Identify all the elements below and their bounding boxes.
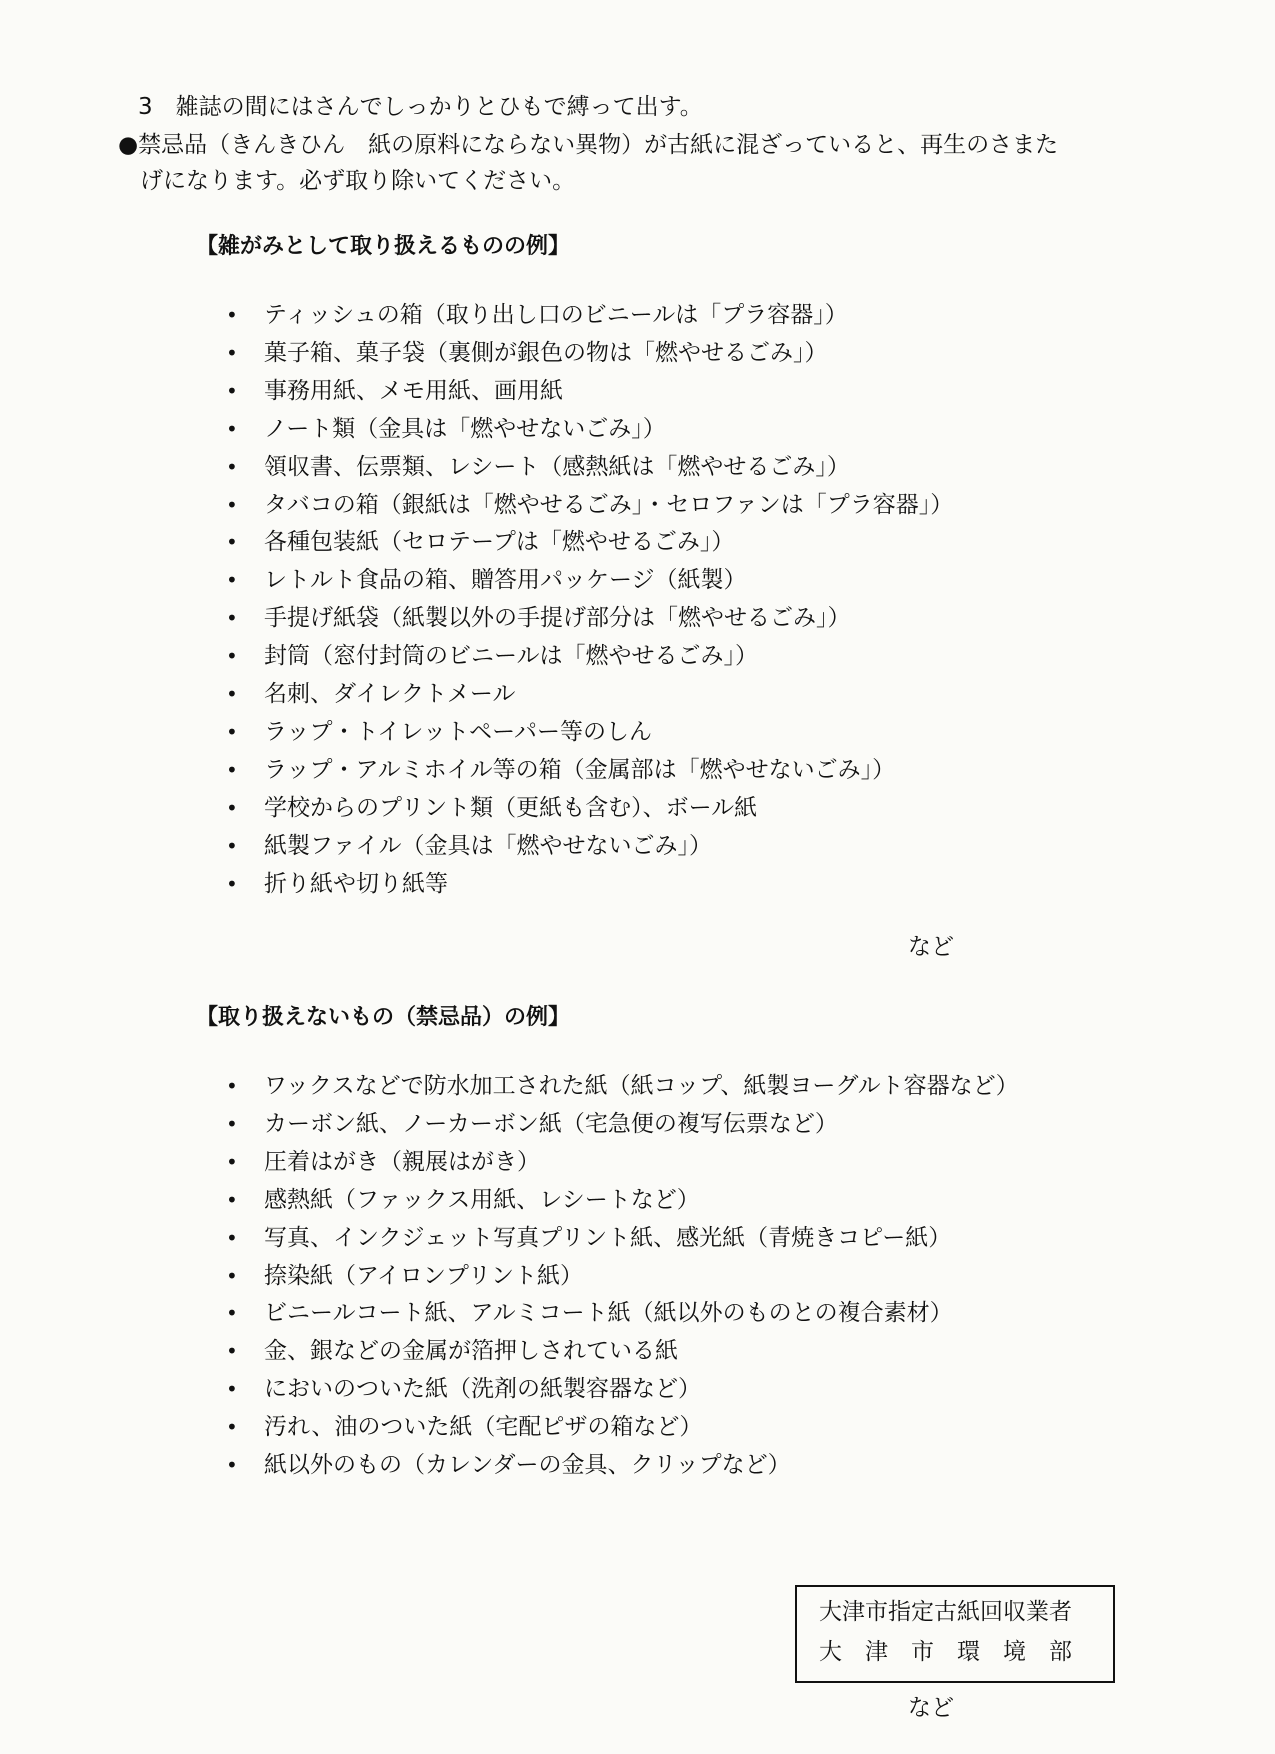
bullet-icon: • (226, 416, 238, 441)
section2-item-text: 写真、インクジェット写真プリント紙、感光紙（青焼きコピー紙） (264, 1224, 952, 1251)
bullet-icon: • (226, 454, 238, 479)
bullet-icon: • (226, 719, 238, 744)
bullet-icon: • (226, 1377, 238, 1402)
section1-item-text: 菓子箱、菓子袋（裏側が銀色の物は「燃やせるごみ」） (264, 339, 828, 366)
section1-item-text: ティッシュの箱（取り出し口のビニールは「プラ容器」） (264, 302, 848, 328)
issuer-box (795, 1585, 1115, 1683)
section2-item-text: 汚れ、油のついた紙（宅配ピザの箱など） (264, 1414, 703, 1441)
section2-item-text: 捺染紙（アイロンプリント紙） (264, 1262, 584, 1289)
section1-item-text: ラップ・アルミホイル等の箱（金属部は「燃やせないごみ」） (264, 756, 896, 783)
section1-item-text: 折り紙や切り紙等 (264, 870, 448, 897)
section1-item-text: 封筒（窓付封筒のビニールは「燃やせるごみ」） (264, 643, 759, 670)
bullet-icon: • (226, 757, 238, 782)
bullet-icon: • (226, 682, 238, 706)
bullet-icon: • (226, 303, 238, 327)
section2-item-text: 圧着はがき（親展はがき） (264, 1148, 540, 1175)
section2-item-text: カーボン紙、ノーカーボン紙（宅急便の複写伝票など） (264, 1110, 838, 1137)
section2-heading: 【取り扱えないもの（禁忌品）の例】 (196, 1005, 571, 1030)
section1-item-text: 紙製ファイル（金具は「燃やせないごみ」） (264, 832, 713, 859)
section2-item-text: 紙以外のもの（カレンダーの金具、クリップなど） (264, 1452, 791, 1478)
section1-item-text: レトルト食品の箱、贈答用パッケージ（紙製） (264, 567, 747, 594)
bullet-icon: • (226, 1111, 238, 1136)
bullet-icon: • (226, 795, 238, 820)
bullet-icon: • (226, 1225, 238, 1250)
section1-item-text: ノート類（金具は「燃やせないごみ」） (264, 415, 666, 442)
bullet-icon: • (226, 1149, 238, 1174)
issuer-line-2: 大 津 市 環 境 部 (819, 1639, 1072, 1665)
section1-heading: 【雑がみとして取り扱えるものの例】 (196, 234, 571, 259)
bullet-icon: • (226, 644, 238, 669)
bullet-icon: • (226, 1187, 238, 1212)
bullet-icon: • (226, 1453, 238, 1477)
bullet-icon: • (226, 492, 238, 517)
bullet-icon: • (226, 1263, 238, 1288)
bullet-icon: • (226, 1415, 238, 1440)
bullet-icon: • (226, 1301, 238, 1326)
bullet-icon: • (226, 378, 238, 403)
section1-item-text: 各種包装紙（セロテープは「燃やせるごみ」） (264, 529, 735, 556)
issuer-line-1: 大津市指定古紙回収業者 (819, 1599, 1072, 1625)
section1-item-text: 手提げ紙袋（紙製以外の手提げ部分は「燃やせるごみ」） (264, 605, 851, 632)
section1-item-text: 学校からのプリント類（更紙も含む）、ボール紙 (264, 794, 758, 821)
bullet-icon: • (226, 1339, 238, 1364)
bullet-icon: • (226, 606, 238, 631)
bullet-icon: • (226, 530, 238, 555)
section2-item-text: ワックスなどで防水加工された紙（紙コップ、紙製ヨーグルト容器など） (264, 1073, 1019, 1099)
intro-line-1: 3 雑誌の間にはさんでしっかりとひもで縛って出す。 (138, 94, 703, 120)
section1-item-text: 名刺、ダイレクトメール (264, 681, 516, 707)
bullet-icon: • (226, 1074, 238, 1098)
section1-item-text: タバコの箱（銀紙は「燃やせるごみ」・セロファンは「プラ容器」） (264, 491, 954, 518)
section1-item-text: 事務用紙、メモ用紙、画用紙 (264, 377, 563, 404)
bullet-icon: • (226, 833, 238, 858)
bullet-icon: • (226, 340, 238, 365)
intro-line-3: げになります。必ず取り除いてください。 (140, 168, 576, 194)
section1-item-text: ラップ・トイレットペーパー等のしん (264, 718, 653, 745)
section2-item-text: においのついた紙（洗剤の紙製容器など） (264, 1376, 701, 1403)
section2-item-text: ビニールコート紙、アルミコート紙（紙以外のものとの複合素材） (264, 1300, 953, 1327)
section1-item-text: 領収書、伝票類、レシート（感熱紙は「燃やせるごみ」） (264, 453, 850, 480)
section2-item-text: 感熱紙（ファックス用紙、レシートなど） (264, 1186, 700, 1213)
intro-line-2: ●禁忌品（きんきひん 紙の原料にならない異物）が古紙に混ざっていると、再生のさまた (118, 132, 1059, 158)
bullet-icon: • (226, 871, 238, 896)
section2-item-text: 金、銀などの金属が箔押しされている紙 (264, 1338, 678, 1365)
section2-etc: など (908, 1695, 954, 1721)
section1-etc: など (908, 934, 954, 960)
bullet-icon: • (226, 568, 238, 593)
